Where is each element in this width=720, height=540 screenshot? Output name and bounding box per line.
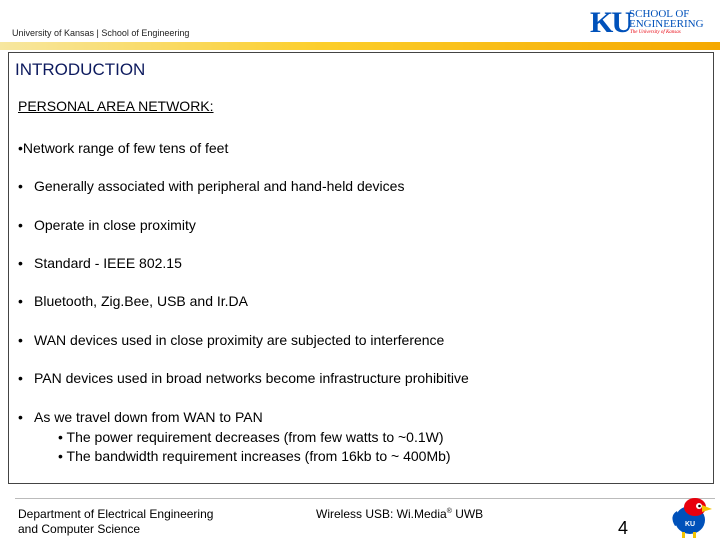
lead-bullet: •Network range of few tens of feet [18, 140, 229, 156]
bullet-marker: • [18, 255, 23, 271]
sub-bullet-item: • The bandwidth requirement increases (from 16kb to ~ 400Mb) [58, 448, 451, 464]
sub-bullet-item: • The power requirement decreases (from few watts to ~0.1W) [58, 429, 444, 445]
bullet-text: Standard - IEEE 802.15 [34, 255, 182, 271]
bullet-text: PAN devices used in broad networks become infrastructure prohibitive [34, 370, 469, 386]
footer-department [18, 507, 213, 537]
header-gold-bar [0, 42, 720, 50]
footer-topic-suffix: UWB [451, 507, 484, 521]
bullet-marker: • [18, 370, 23, 386]
footer-divider [15, 498, 715, 499]
logo-school-text [629, 9, 704, 29]
bullet-marker: • [18, 332, 23, 348]
ku-school-of-engineering-logo [590, 6, 715, 40]
bullet-marker: • [18, 217, 23, 233]
footer-dept-line1: Department of Electrical Engineering [18, 507, 214, 521]
bullet-marker: • [18, 178, 23, 194]
section-heading: PERSONAL AREA NETWORK: [18, 98, 214, 114]
bullet-item [18, 293, 248, 309]
footer-dept-line2: and Computer Science [18, 522, 141, 536]
bullet-item [18, 178, 404, 194]
logo-line1: SCHOOL OF [629, 8, 690, 20]
logo-line2: ENGINEERING [629, 18, 704, 30]
bullet-marker: • [18, 409, 23, 425]
footer-topic [316, 507, 483, 521]
bullet-item [18, 370, 469, 386]
bullet-item [18, 409, 263, 425]
bullet-text: Bluetooth, Zig.Bee, USB and Ir.DA [34, 293, 249, 309]
bullet-item [18, 255, 182, 271]
jayhawk-mascot-icon [668, 496, 712, 538]
header-org-text: University of Kansas | School of Engineering [12, 28, 190, 38]
footer-topic-main: Wireless USB: Wi.Media [316, 507, 447, 521]
bullet-item [18, 217, 196, 233]
svg-text:KU: KU [684, 521, 696, 528]
bullet-text: Generally associated with peripheral and hand-held devices [34, 178, 405, 194]
bullet-text: As we travel down from WAN to PAN [34, 409, 263, 425]
bullet-text: WAN devices used in close proximity are subjected to interference [34, 332, 445, 348]
bullet-item [18, 332, 444, 348]
registered-mark: ® [446, 508, 452, 515]
logo-ku-letters: KU [590, 6, 631, 39]
page-number: 4 [618, 518, 629, 538]
bullet-marker: • [18, 293, 23, 309]
logo-tagline: The University of Kansas [630, 30, 681, 35]
bullet-text: Operate in close proximity [34, 217, 196, 233]
slide-title: INTRODUCTION [15, 60, 146, 79]
